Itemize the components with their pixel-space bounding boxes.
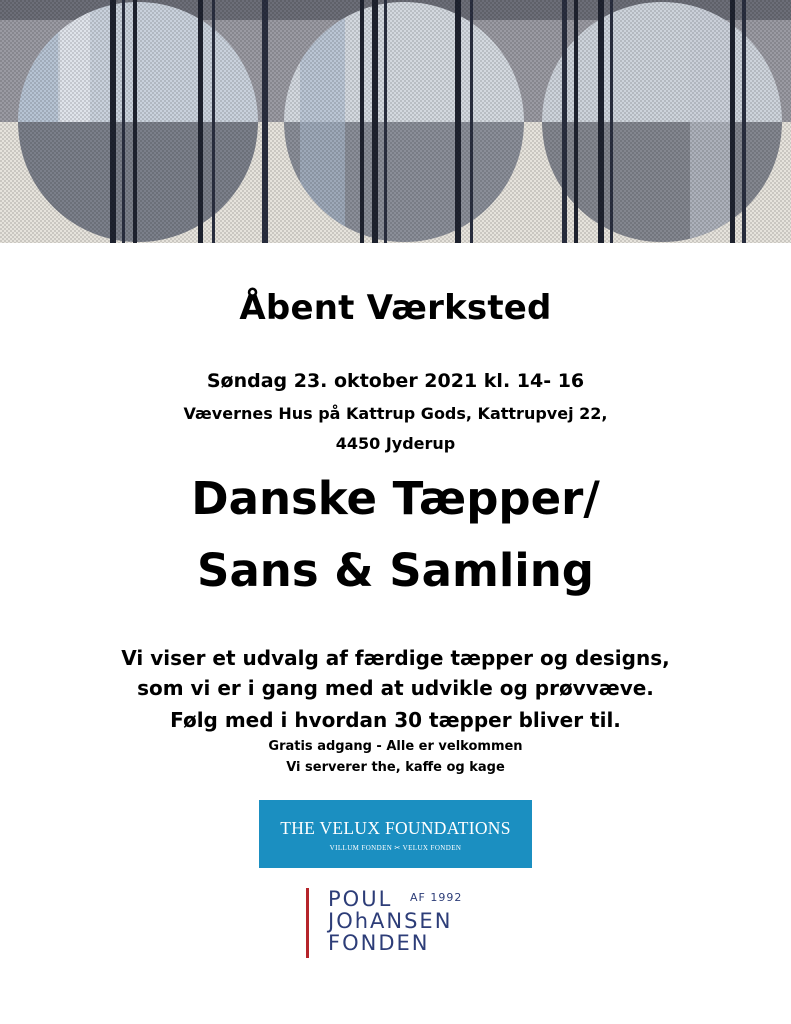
woven-textile-photo <box>0 0 791 243</box>
logo-red-bar <box>306 888 309 958</box>
velux-logo-subtitle: VILLUM FONDEN ✂ VELUX FONDEN <box>329 844 462 852</box>
pj-logo-line2: JOhANSEN <box>328 909 453 933</box>
pj-logo-year: AF 1992 <box>410 891 463 904</box>
page-title: Åbent Værksted <box>239 288 552 328</box>
poul-johansen-fonden-logo <box>306 888 496 958</box>
event-address-line1: Vævernes Hus på Kattrup Gods, Kattrupvej 22, <box>183 404 608 423</box>
pj-logo-line3: FONDEN <box>328 931 430 955</box>
event-address-line2: 4450 Jyderup <box>335 434 456 453</box>
refreshments-note: Vi serverer the, kaffe og kage <box>286 760 505 775</box>
pj-logo-line1: POUL <box>328 887 393 911</box>
headline-line1: Danske Tæpper/ <box>191 472 600 525</box>
description-line1: Vi viser et udvalg af færdige tæpper og designs, <box>121 646 670 670</box>
event-date: Søndag 23. oktober 2021 kl. 14- 16 <box>206 370 585 392</box>
description-line3: Følg med i hvordan 30 tæpper bliver til. <box>170 708 621 732</box>
velux-logo-name: THE VELUX FOUNDATIONS <box>280 818 511 838</box>
velux-foundations-logo <box>259 800 532 868</box>
headline-line2: Sans & Samling <box>197 544 594 597</box>
description-line2: som vi er i gang med at udvikle og prøvvæve. <box>137 676 654 700</box>
admission-note: Gratis adgang - Alle er velkommen <box>268 739 523 754</box>
